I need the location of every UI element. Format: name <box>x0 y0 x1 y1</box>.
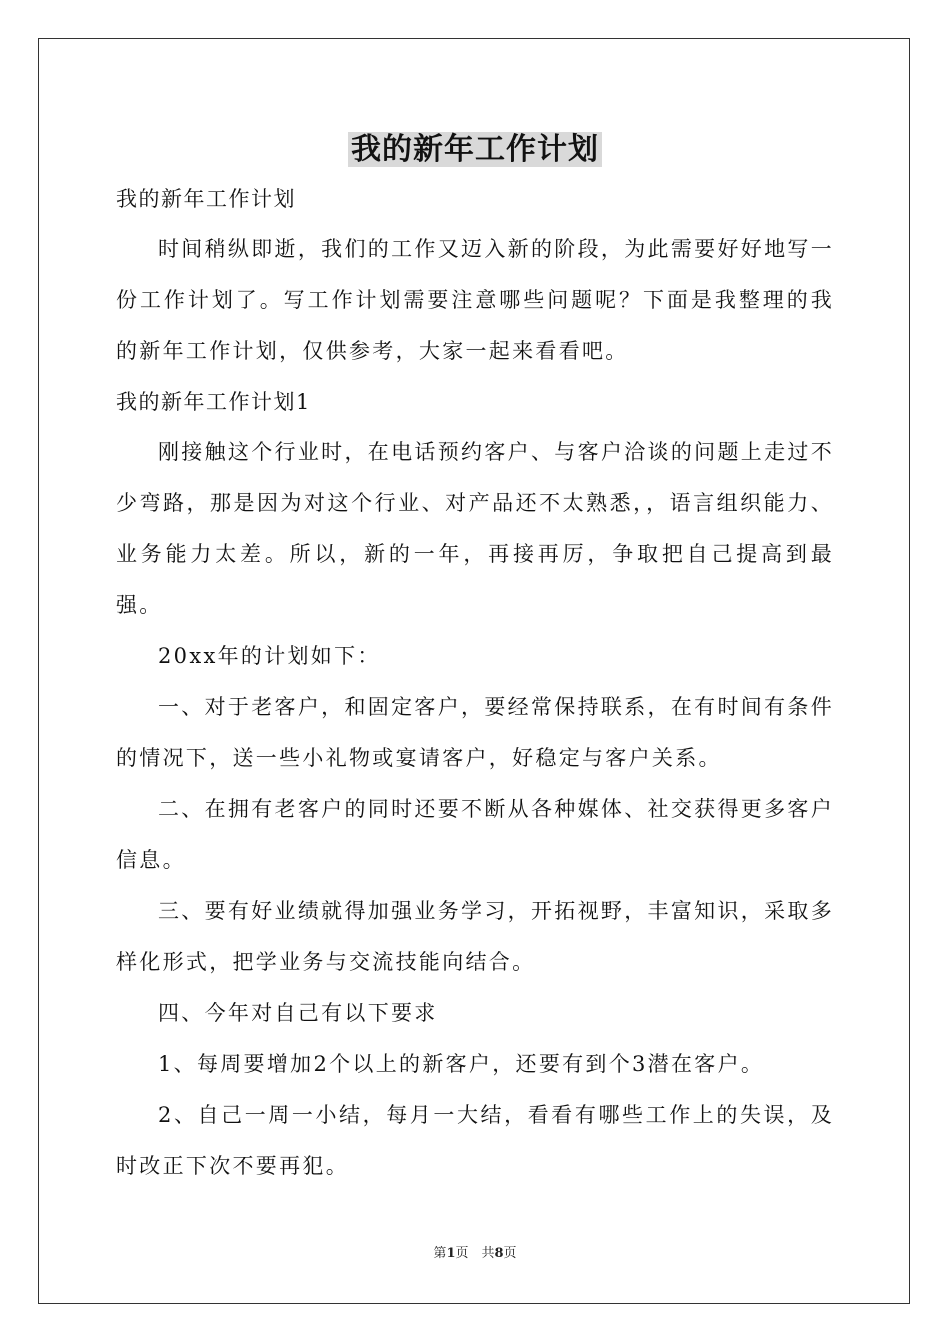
current-page-number: 1 <box>446 1246 456 1261</box>
list-item: 2、自己一周一小结，每月一大结，看看有哪些工作上的失误，及时改正下次不要再犯。 <box>116 1103 834 1178</box>
body-paragraph: 刚接触这个行业时，在电话预约客户、与客户洽谈的问题上走过不少弯路，那是因为对这个行业、对产品还不太熟悉，，语言组织能力、业务能力太差。所以，新的一年，再接再厉，争取把自己提高到最强。 <box>116 440 834 617</box>
page-suffix: 页 <box>503 1246 517 1261</box>
section-heading: 我的新年工作计划 <box>116 187 296 211</box>
list-item: 四、今年对自己有以下要求 <box>158 1001 438 1025</box>
list-item: 一、对于老客户，和固定客户，要经常保持联系，在有时间有条件的情况下，送一些小礼物或宴请客户，好稳定与客户关系。 <box>116 695 834 770</box>
document-body <box>116 174 834 1192</box>
body-paragraph: 20xx年的计划如下： <box>158 644 381 668</box>
list-item: 二、在拥有老客户的同时还要不断从各种媒体、社交获得更多客户信息。 <box>116 797 834 872</box>
section-heading: 我的新年工作计划1 <box>116 390 311 414</box>
total-page-number: 8 <box>494 1246 504 1261</box>
page-footer <box>0 1244 950 1264</box>
intro-paragraph: 时间稍纵即逝，我们的工作又迈入新的阶段，为此需要好好地写一份工作计划了。写工作计划需要注意哪些问题呢？下面是我整理的我的新年工作计划，仅供参考，大家一起来看看吧。 <box>116 237 834 363</box>
page-mid: 页 共 <box>455 1246 495 1261</box>
list-item: 三、要有好业绩就得加强业务学习，开拓视野，丰富知识，采取多样化形式，把学业务与交流技能向结合。 <box>116 899 834 974</box>
document-title <box>0 126 950 174</box>
list-item: 1、每周要增加2个以上的新客户，还要有到个3潜在客户。 <box>158 1052 765 1076</box>
page-prefix: 第 <box>433 1246 447 1261</box>
document-title-text: 我的新年工作计划 <box>348 132 602 167</box>
